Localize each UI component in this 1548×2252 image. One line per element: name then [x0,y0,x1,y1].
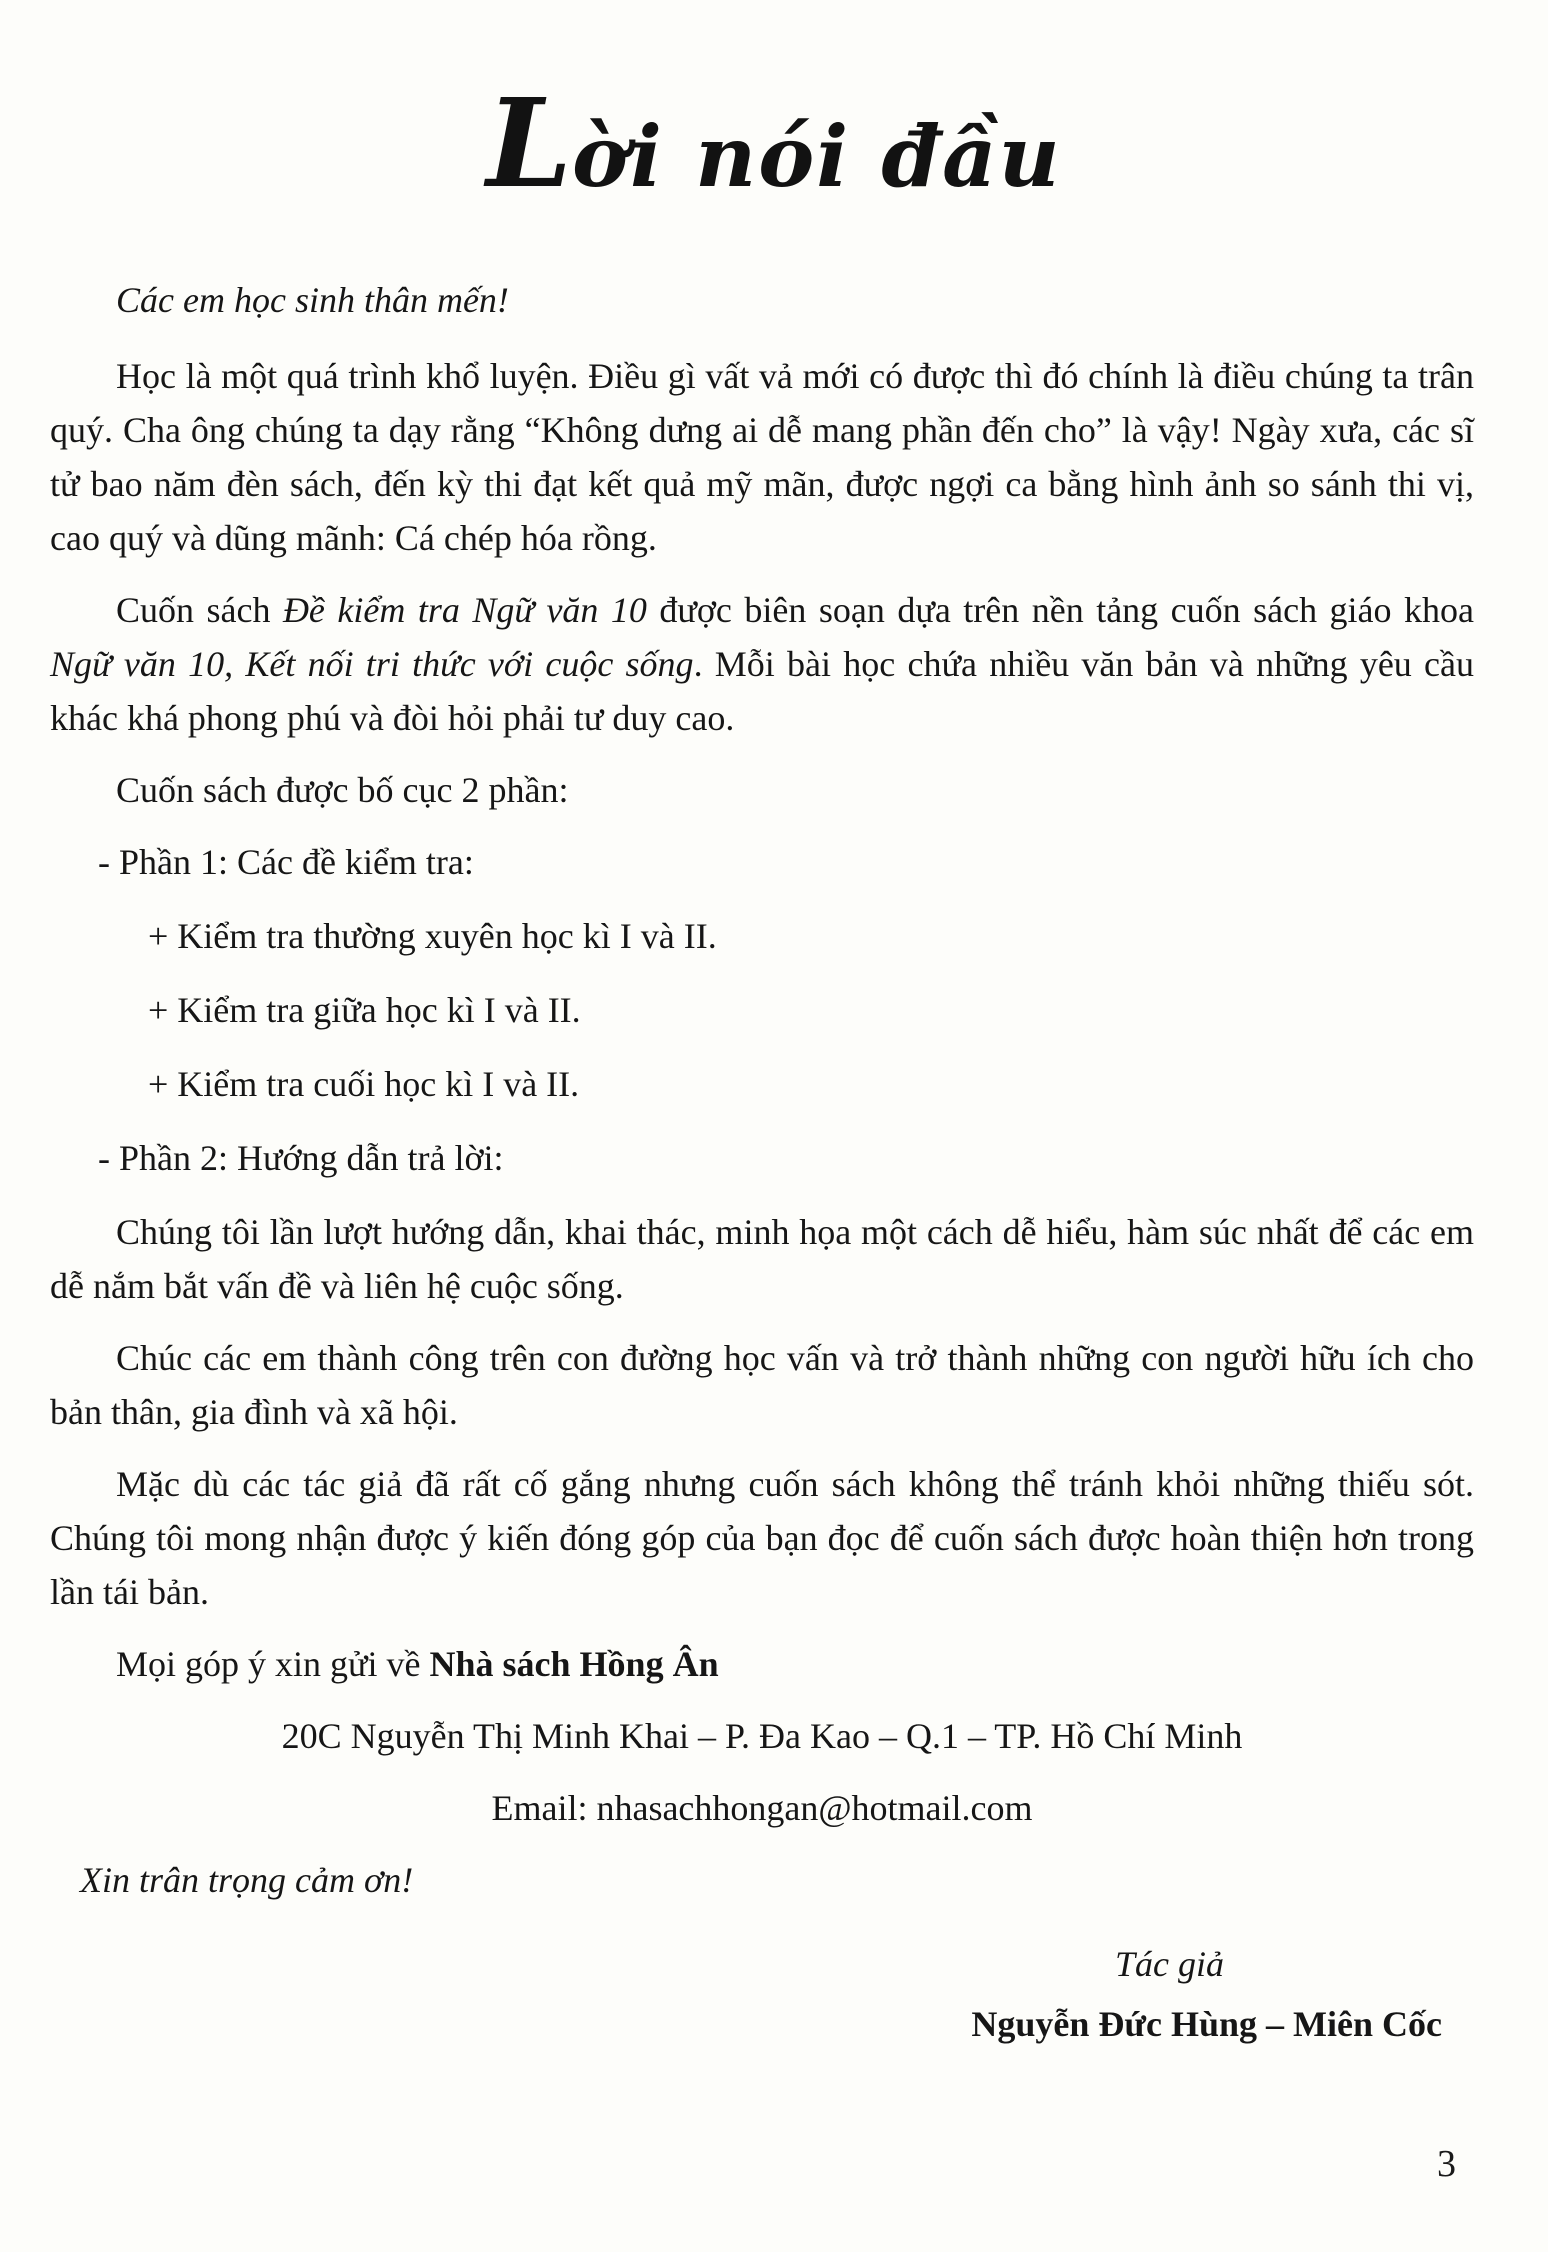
paragraph-feedback [50,1457,1474,1619]
text-run: - Phần 2: Hướng dẫn trả lời: [98,1138,504,1178]
list-item-midterm-tests [148,983,1474,1037]
paragraph-guidance [50,1205,1474,1313]
text-run: . Mỗi bài học chứa nhiều văn bản và những yêu cầu khác khá phong phú và đòi hỏi phải tư duy cao. [50,644,1474,738]
text-run: Chúc các em thành công trên con đường học vấn và trở thành những con người hữu ích cho bản thân, gia đình và xã hội. [50,1338,1474,1432]
list-item-part2 [98,1131,1474,1185]
paragraph-wishes [50,1331,1474,1439]
text-run: Tác giả [1114,1944,1224,1984]
page-title: Lời nói đầu [486,72,1062,215]
text-run: Các em học sinh thân mến! [116,280,509,320]
text-run: Mọi góp ý xin gửi về [116,1644,430,1684]
paragraph-structure [50,763,1474,817]
author-names [50,1997,1474,2051]
text-run: Mặc dù các tác giả đã rất cố gắng nhưng cuốn sách không thể tránh khỏi những thiếu sót. Chúng tôi mong nhận được ý kiến đóng góp của bạn đọc để cuốn sách được hoàn thiện hơn trong lần tái bản. [50,1464,1474,1612]
thanks-line [50,1853,1474,1907]
paragraph-intro [50,349,1474,565]
email-line [50,1781,1474,1835]
paragraph-contact [50,1637,1474,1691]
text-run: được biên soạn dựa trên nền tảng cuốn sách giáo khoa [646,590,1474,630]
author-label [50,1937,1474,1991]
text-run: Học là một quá trình khổ luyện. Điều gì vất vả mới có được thì đó chính là điều chúng ta trân quý. Cha ông chúng ta dạy rằng “Không dưng ai dễ mang phần đến cho” là vậy! Ngày xưa, các sĩ tử bao năm đèn sách, đến kỳ thi đạt kết quả mỹ mãn, được ngợi ca bằng hình ảnh so sánh thi vị, cao quý và dũng mãnh: Cá chép hóa rồng. [50,356,1474,558]
text-run: Cuốn sách được bố cục 2 phần: [116,770,569,810]
list-item-regular-tests [148,909,1474,963]
text-run: + Kiểm tra giữa học kì I và II. [148,990,581,1030]
list-item-part1 [98,835,1474,889]
text-run: Chúng tôi lần lượt hướng dẫn, khai thác, minh họa một cách dễ hiểu, hàm súc nhất để các em dễ nắm bắt vấn đề và liên hệ cuộc sống. [50,1212,1474,1306]
address-line [50,1709,1474,1763]
salutation-line [50,273,1474,327]
text-run: Cuốn sách [116,590,283,630]
page-number: 3 [1437,2143,1456,2185]
text-run: 20C Nguyễn Thị Minh Khai – P. Đa Kao – Q.1 – TP. Hồ Chí Minh [281,1716,1243,1756]
text-run: Nguyễn Đức Hùng – Miên Cốc [971,2004,1442,2044]
paragraph-book-description [50,583,1474,745]
text-run: Đề kiểm tra Ngữ văn 10 [282,590,647,630]
text-run: Email: nhasachhongan@hotmail.com [491,1788,1033,1828]
document-body [50,273,1474,2051]
text-run: Xin trân trọng cảm ơn! [80,1860,414,1900]
text-run: - Phần 1: Các đề kiểm tra: [98,842,474,882]
text-run: + Kiểm tra cuối học kì I và II. [148,1064,580,1104]
text-run: Ngữ văn 10, Kết nối tri thức với cuộc sống [50,644,694,684]
text-run: Nhà sách Hồng Ân [429,1644,719,1684]
list-item-final-tests [148,1057,1474,1111]
text-run: + Kiểm tra thường xuyên học kì I và II. [148,916,717,956]
